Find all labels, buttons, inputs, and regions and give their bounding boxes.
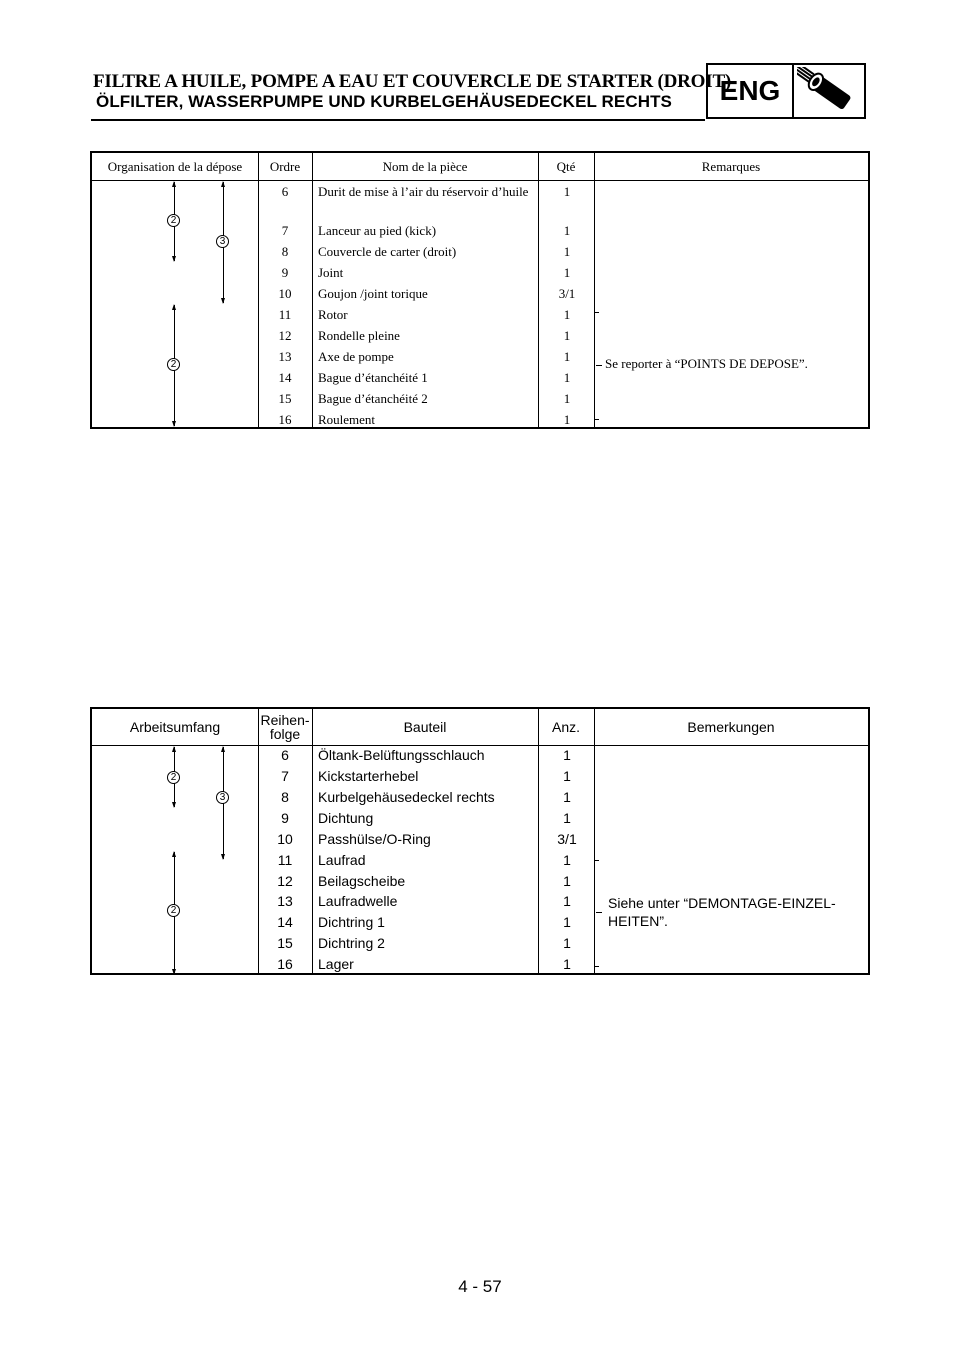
row-part-name: Öltank-Belüftungsschlauch <box>318 747 485 763</box>
remark-text: Siehe unter “DEMONTAGE-EINZEL- HEITEN”. <box>608 895 836 929</box>
row-qty: 1 <box>563 370 571 385</box>
column-divider <box>312 709 313 973</box>
sequence-marker: 3 <box>216 791 229 804</box>
removal-table-de <box>90 707 870 975</box>
row-qty: 1 <box>563 223 571 238</box>
row-qty: 3/1 <box>557 831 577 847</box>
row-part-name: Kurbelgehäusedeckel rechts <box>318 789 495 805</box>
row-part-name: Couvercle de carter (droit) <box>318 244 457 259</box>
row-order: 10 <box>277 831 293 847</box>
remark-text: Se reporter à “POINTS DE DEPOSE”. <box>605 356 808 371</box>
row-order: 7 <box>281 223 289 238</box>
row-part-name: Dichtung <box>318 810 374 826</box>
row-order: 9 <box>281 265 289 280</box>
row-order: 9 <box>281 810 289 826</box>
sequence-marker: 2 <box>167 358 180 371</box>
row-part-name: Kickstarterhebel <box>318 768 419 784</box>
row-part-name: Passhülse/O-Ring <box>318 831 431 847</box>
row-order: 13 <box>278 349 292 364</box>
row-qty: 1 <box>563 935 571 951</box>
row-order: 10 <box>278 286 292 301</box>
col-header-qty: Qté <box>556 159 576 174</box>
row-order: 11 <box>278 307 292 322</box>
row-part-name: Dichtring 1 <box>318 914 385 930</box>
section-badge <box>706 63 866 119</box>
row-qty: 1 <box>563 184 571 199</box>
row-qty: 1 <box>563 412 571 427</box>
row-order: 14 <box>277 914 293 930</box>
row-part-name: Bague d’étanchéité 2 <box>318 391 428 406</box>
page-number: 4 - 57 <box>458 1277 502 1296</box>
row-part-name: Bague d’étanchéité 1 <box>318 370 428 385</box>
row-part-name: Lanceur au pied (kick) <box>318 223 437 238</box>
sequence-marker: 2 <box>167 904 180 917</box>
row-order: 7 <box>281 768 289 784</box>
row-part-name: Dichtring 2 <box>318 935 385 951</box>
col-header-order: Reihen- folge <box>260 712 310 742</box>
row-part-name: Lager <box>318 956 354 972</box>
row-order: 6 <box>281 747 289 763</box>
row-qty: 1 <box>563 244 571 259</box>
row-qty: 1 <box>563 307 571 322</box>
col-header-organisation: Organisation de la dépose <box>107 159 243 174</box>
col-header-part-name: Bauteil <box>403 719 447 735</box>
column-divider <box>538 709 539 973</box>
row-qty: 3/1 <box>558 286 576 301</box>
column-divider <box>312 153 313 427</box>
row-qty: 1 <box>563 391 571 406</box>
title-underline <box>91 119 705 121</box>
row-qty: 1 <box>563 914 571 930</box>
row-order: 8 <box>281 244 289 259</box>
row-qty: 1 <box>563 265 571 280</box>
col-header-remarks: Bemerkungen <box>687 719 775 735</box>
row-qty: 1 <box>563 747 571 763</box>
col-header-remarks: Remarques <box>701 159 761 174</box>
row-part-name: Axe de pompe <box>318 349 394 364</box>
table-header <box>92 153 868 181</box>
section-badge-label: ENG <box>708 65 794 117</box>
col-header-arbeitsumfang: Arbeitsumfang <box>129 719 221 735</box>
row-qty: 1 <box>563 789 571 805</box>
removal-table-fr <box>90 151 870 429</box>
row-part-name: Goujon /joint torique <box>318 286 428 301</box>
row-qty: 1 <box>563 810 571 826</box>
row-order: 15 <box>278 391 292 406</box>
row-qty: 1 <box>563 956 571 972</box>
row-order: 8 <box>281 789 289 805</box>
row-qty: 1 <box>563 873 571 889</box>
remark-bracket <box>594 860 599 967</box>
sequence-marker: 2 <box>167 771 180 784</box>
row-qty: 1 <box>563 893 571 909</box>
row-qty: 1 <box>563 328 571 343</box>
engine-bolt-icon <box>794 65 864 117</box>
sequence-marker: 3 <box>216 235 229 248</box>
remark-bracket-tick <box>596 365 602 366</box>
row-order: 11 <box>277 852 293 868</box>
row-part-name: Beilagscheibe <box>318 873 406 889</box>
remark-bracket <box>594 312 599 420</box>
col-header-order: Ordre <box>269 159 301 174</box>
row-order: 12 <box>278 328 292 343</box>
row-part-name: Durit de mise à l’air du réservoir d’huile <box>318 184 529 199</box>
row-order: 16 <box>277 956 293 972</box>
row-qty: 1 <box>563 349 571 364</box>
table-header <box>92 709 868 746</box>
row-order: 16 <box>278 412 292 427</box>
row-part-name: Roulement <box>318 412 376 427</box>
col-header-part-name: Nom de la pièce <box>382 159 468 174</box>
row-qty: 1 <box>563 768 571 784</box>
row-order: 6 <box>281 184 289 199</box>
sequence-marker: 2 <box>167 214 180 227</box>
remark-bracket-tick <box>596 912 602 913</box>
row-qty: 1 <box>563 852 571 868</box>
row-order: 15 <box>277 935 293 951</box>
row-part-name: Rotor <box>318 307 348 322</box>
row-order: 12 <box>277 873 293 889</box>
row-part-name: Laufradwelle <box>318 893 398 909</box>
page-title-fr: FILTRE A HUILE, POMPE A EAU ET COUVERCLE DE STARTER (DROIT) <box>93 71 732 92</box>
col-header-qty: Anz. <box>551 719 580 735</box>
row-part-name: Laufrad <box>318 852 366 868</box>
row-part-name: Joint <box>318 265 344 280</box>
page-title-de: ÖLFILTER, WASSERPUMPE UND KURBELGEHÄUSEDECKEL RECHTS <box>96 92 672 111</box>
row-part-name: Rondelle pleine <box>318 328 400 343</box>
row-order: 14 <box>278 370 292 385</box>
column-divider <box>538 153 539 427</box>
row-order: 13 <box>277 893 293 909</box>
